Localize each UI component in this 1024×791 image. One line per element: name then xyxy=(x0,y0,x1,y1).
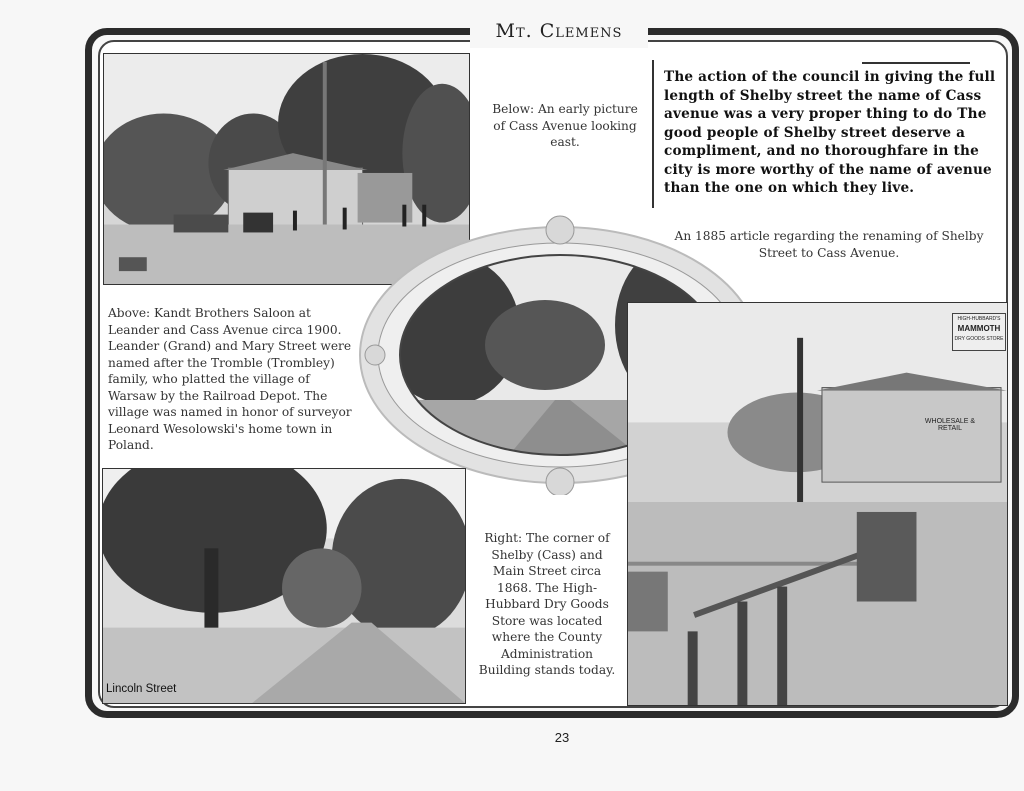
page-title: Mt. Clemens xyxy=(495,20,623,42)
sign-main-text: MAMMOTH xyxy=(957,324,1001,333)
clipping-top-rule xyxy=(862,62,970,64)
storefront-sign: WHOLESALE & RETAIL xyxy=(924,418,976,432)
lincoln-street-photo xyxy=(102,468,466,704)
caption-saloon: Above: Kandt Brothers Saloon at Leander and Cass Avenue circa 1900. Leander (Grand) and Mary Street were named after the Tromble (Trombley) family, who platted the village of Warsaw by the Railroad Depot. The village was named in honor of surveyor Leonard Wesolowski's home town in Poland. xyxy=(108,306,352,452)
clipping-edge-rule xyxy=(652,60,654,208)
caption-cass-avenue: Below: An early picture of Cass Avenue looking east. xyxy=(492,102,638,149)
shelby-main-photo xyxy=(627,302,1008,706)
clipping-text: The action of the council in giving the full length of Shelby street the name of Cass avenue was a very proper thing to do The good people of Shelby street deserve a compliment, and no thoroughfare in the city is more worthy of the name of avenue than the one on which they live. xyxy=(664,69,996,196)
caption-corner: Right: The corner of Shelby (Cass) and Main Street circa 1868. The High-Hubbard Dry Goods Store was located where the County Administration Building stands today. xyxy=(478,531,616,677)
caption-article: An 1885 article regarding the renaming of Shelby Street to Cass Avenue. xyxy=(674,229,984,260)
mammoth-sign xyxy=(952,313,1006,351)
sign-top-text: HIGH-HUBBARD'S xyxy=(957,316,1001,322)
newspaper-clipping xyxy=(652,60,1014,210)
lincoln-street-label: Lincoln Street xyxy=(106,683,177,695)
sign-sub-text: DRY GOODS STORE xyxy=(954,336,1004,342)
page-number: 23 xyxy=(554,730,570,745)
